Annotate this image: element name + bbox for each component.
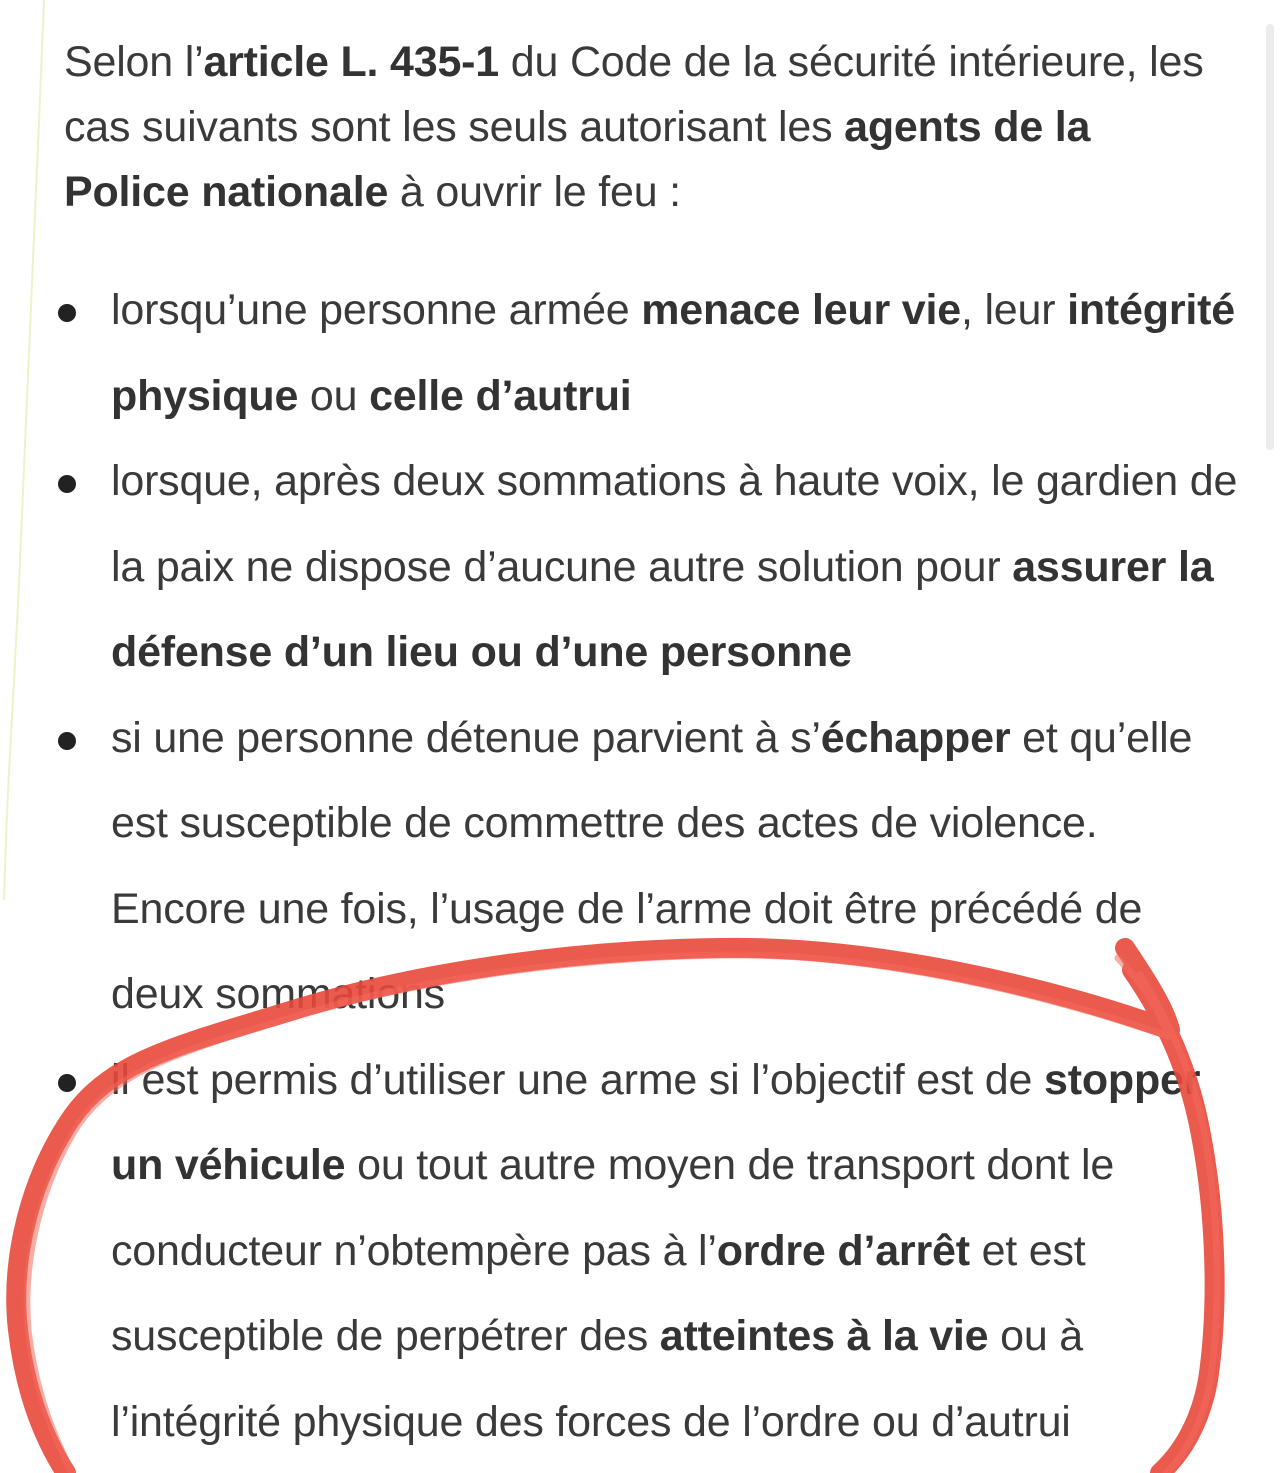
list-item-life-threat [111,268,1241,439]
list-item-bold: menace leur vie [641,286,961,334]
list-item-text: , leur [960,286,1068,334]
intro-text-1: Selon l’ [64,38,204,86]
scrollbar[interactable] [1266,24,1274,450]
list-item-vehicle [111,1038,1241,1466]
intro-article-reference: article L. 435-1 [203,38,500,86]
list-item-bold: intégrité physique [111,286,1235,420]
list-item-bold: ordre d’arrêt [716,1226,970,1275]
list-item-text: et est susceptible de perpétrer des [111,1226,1086,1360]
intro-police-agents: agents de la Police nationale [64,103,1091,216]
list-item-text: ou tout autre moyen de transport dont le conducteur n’obtempère pas à l’ [111,1141,1115,1275]
list-item-escape [111,696,1241,1038]
list-item-bold: assurer la défense d’un lieu ou d’une personne [111,542,1214,676]
bullet-icon [58,475,76,493]
list-item-bold: échapper [820,713,1011,762]
bullet-icon [58,304,76,322]
list-item-text: lorsque, après deux sommations à haute voix, le gardien de la paix ne dispose d’aucune autre solution pour [111,457,1238,591]
list-item-text: et qu’elle est susceptible de commettre des actes de violence. Encore une fois, l’usage de l’arme doit être précédé de deux sommations [111,713,1193,1018]
authorized-cases-list [111,268,1241,1465]
list-item-text: il est permis d’utiliser une arme si l’objectif est de [111,1055,1044,1104]
list-item-text: ou [298,371,370,420]
list-item-bold: celle d’autrui [369,371,632,420]
bullet-icon [58,732,76,750]
list-item-text: ou à l’intégrité physique des forces de l’ordre ou d’autrui [111,1312,1084,1446]
list-item-defense [111,439,1241,696]
list-item-bold: atteintes à la vie [659,1312,989,1360]
list-item-text: lorsqu’une personne armée [111,286,642,334]
intro-text-2: du Code de la sécurité intérieure, les cas suivants sont les seuls autorisant les [64,38,1204,151]
intro-paragraph [64,30,1224,225]
bullet-icon [58,1074,76,1092]
list-item-text: si une personne détenue parvient à s’ [111,713,821,762]
list-item-bold: stopper un véhicule [111,1055,1201,1189]
intro-text-3: à ouvrir le feu : [388,168,681,216]
margin-line-decoration [0,0,60,900]
